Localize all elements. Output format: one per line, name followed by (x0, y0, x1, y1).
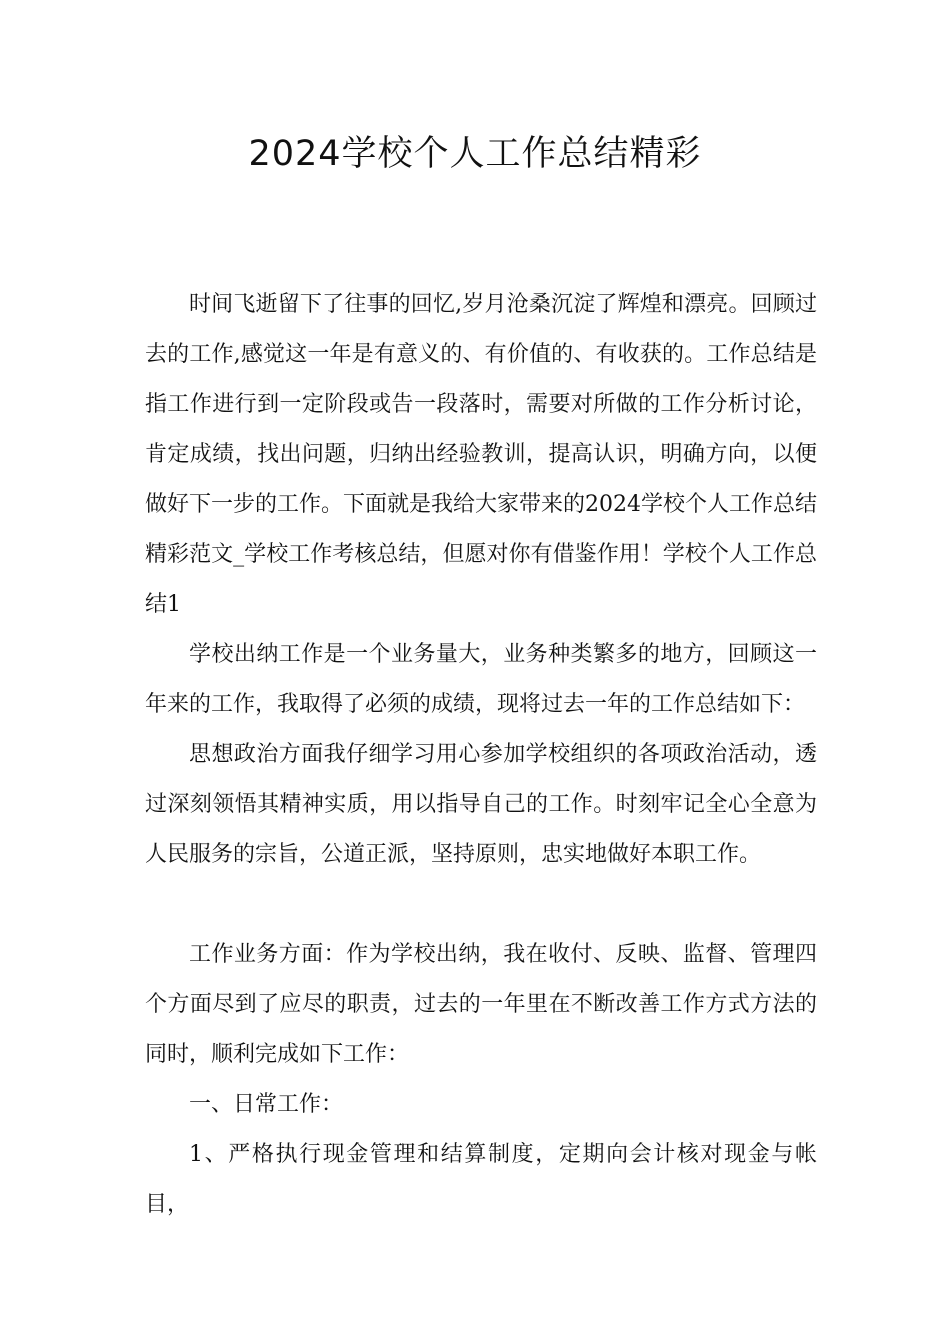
paragraph-cashier-overview: 学校出纳工作是一个业务量大，业务种类繁多的地方，回顾这一年来的工作，我取得了必须的成绩，现将过去一年的工作总结如下： (145, 642, 817, 717)
paragraph-political: 思想政治方面我仔细学习用心参加学校组织的各项政治活动，透过深刻领悟其精神实质，用以指导自己的工作。时刻牢记全心全意为人民服务的宗旨，公道正派，坚持原则，忠实地做好本职工作。 (145, 742, 817, 867)
document-body (145, 280, 817, 1230)
paragraph-business: 工作业务方面：作为学校出纳，我在收付、反映、监督、管理四个方面尽到了应尽的职责，过去的一年里在不断改善工作方式方法的同时，顺利完成如下工作： (145, 942, 817, 1067)
paragraph-intro: 时间飞逝留下了往事的回忆,岁月沧桑沉淀了辉煌和漂亮。回顾过去的工作,感觉这一年是有意义的、有价值的、有收获的。工作总结是指工作进行到一定阶段或告一段落时，需要对所做的工作分析讨论，肯定成绩，找出问题，归纳出经验教训，提高认识，明确方向，以便做好下一步的工作。下面就是我给大家带来的2024学校个人工作总结精彩范文_学校工作考核总结，但愿对你有借鉴作用！学校个人工作总结1 (145, 292, 817, 617)
paragraph-item-1: 1、严格执行现金管理和结算制度，定期向会计核对现金与帐目， (145, 1142, 817, 1217)
section-heading-daily-work: 一、日常工作： (189, 1092, 344, 1117)
document-title: 2024学校个人工作总结精彩 (248, 134, 702, 174)
